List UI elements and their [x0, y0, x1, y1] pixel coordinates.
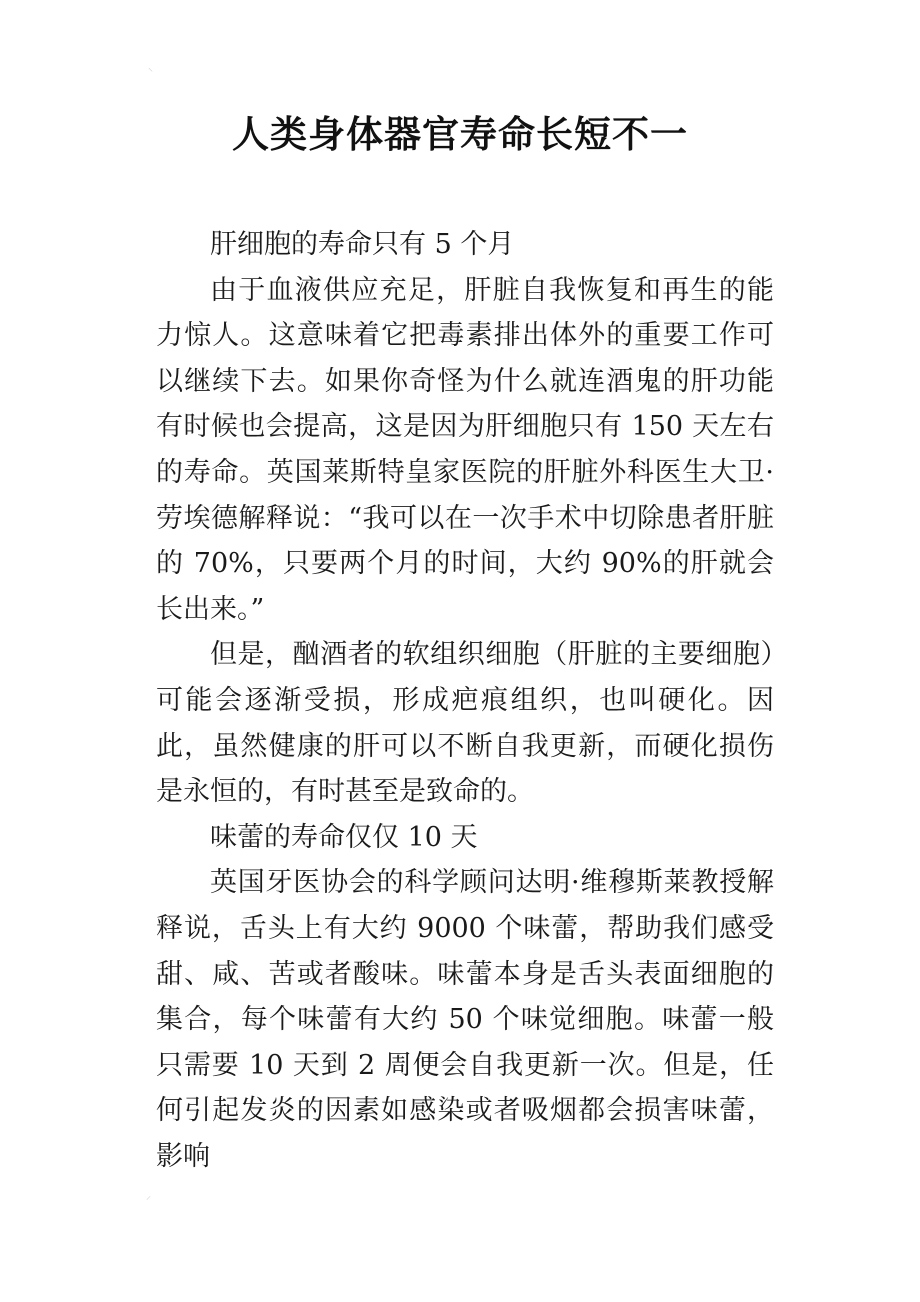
- corner-mark-icon: ⸝: [146, 1191, 151, 1202]
- paragraph-taste-buds: 英国牙医协会的科学顾问达明·维穆斯莱教授解释说，舌头上有大约 9000 个味蕾，帮助我们感受甜、咸、苦或者酸味。味蕾本身是舌头表面细胞的集合，每个味蕾有大约 50 个味觉细胞。味蕾一般只需要 10 天到 2 周便会自我更新一次。但是，任何引起发炎的因素如感染或者吸烟都会损害味蕾，影响: [156, 867, 774, 1172]
- page-title: 人类身体器官寿命长短不一: [232, 113, 688, 156]
- paragraph-liver-damage: 但是，酗酒者的软组织细胞（肝脏的主要细胞）可能会逐渐受损，形成疤痕组织，也叫硬化。因此，虽然健康的肝可以不断自我更新，而硬化损伤是永恒的，有时甚至是致命的。: [156, 639, 774, 808]
- subheading-liver: 肝细胞的寿命只有 5 个月: [210, 229, 515, 260]
- paragraph-liver-regeneration: 由于血液供应充足，肝脏自我恢复和再生的能力惊人。这意味着它把毒素排出体外的重要工作可以继续下去。如果你奇怪为什么就连酒鬼的肝功能有时候也会提高，这是因为肝细胞只有 150 天左右的寿命。英国莱斯特皇家医院的肝脏外科医生大卫·劳埃德解释说：“我可以在一次手术中切除患者肝脏的 70%，只要两个月的时间，大约 90%的肝就会长出来。”: [156, 274, 774, 625]
- article-body: [156, 222, 774, 1179]
- corner-mark-icon: ⸌: [148, 67, 153, 78]
- subheading-taste-buds: 味蕾的寿命仅仅 10 天: [210, 821, 478, 853]
